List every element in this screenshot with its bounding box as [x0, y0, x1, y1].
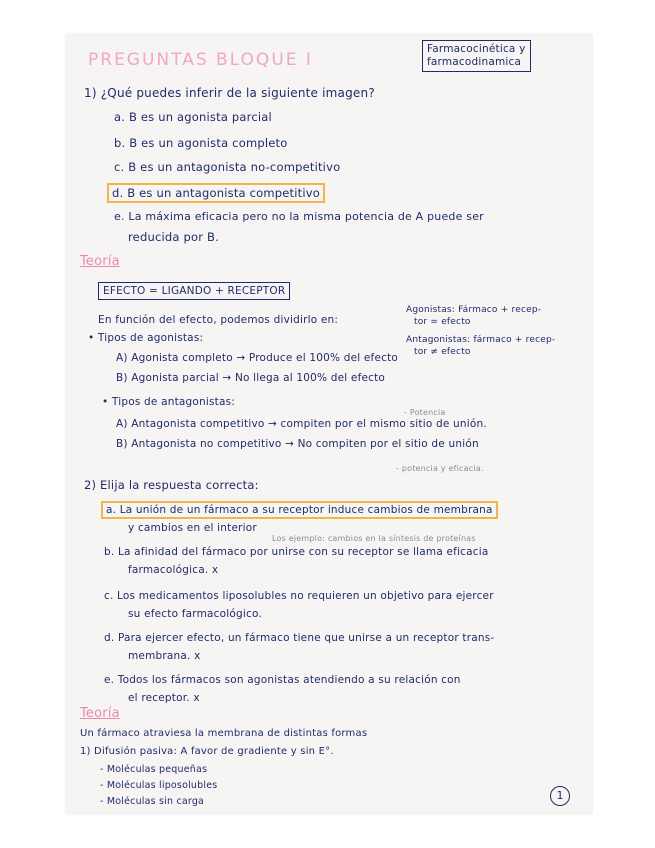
- q2-option-d-line1: d. Para ejercer efecto, un fármaco tiene que unirse a un receptor trans-: [104, 632, 495, 644]
- teoria-2-label: Teoría: [80, 706, 120, 721]
- topic-box: [422, 40, 531, 72]
- agonista-completo: A) Agonista completo → Produce el 100% del efecto: [116, 352, 399, 364]
- teoria-2-line-2: 1) Difusión pasiva: A favor de gradiente y sin E°.: [80, 746, 334, 757]
- effect-formula: EFECTO = LIGANDO + RECEPTOR: [98, 282, 290, 300]
- page-title: PREGUNTAS BLOQUE I: [88, 50, 313, 70]
- question-1: 1) ¿Qué puedes inferir de la siguiente imagen?: [84, 86, 375, 100]
- antagonista-competitivo: A) Antagonista competitivo → compiten por el mismo sitio de unión.: [116, 418, 487, 430]
- difusion-item-1: - Moléculas pequeñas: [100, 764, 208, 775]
- q2-option-a-note: Los ejemplo: cambios en la síntesis de proteínas: [272, 534, 476, 543]
- agonistas-note-1: Agonistas: Fármaco + recep-: [406, 305, 542, 315]
- teoria-1-intro: En función del efecto, podemos dividirlo en:: [98, 314, 339, 326]
- agonista-parcial: B) Agonista parcial → No llega al 100% del efecto: [116, 372, 386, 384]
- q2-option-a-line2: y cambios en el interior: [128, 522, 257, 534]
- q1-option-e-line1: e. La máxima eficacia pero no la misma potencia de A puede ser: [114, 210, 484, 223]
- q1-option-e-line2: reducida por B.: [128, 230, 219, 244]
- q2-option-a-line1-correct: a. La unión de un fármaco a su receptor induce cambios de membrana: [106, 504, 493, 516]
- antagonistas-note: [406, 334, 555, 358]
- antagonistas-note-1: Antagonistas: fármaco + recep-: [406, 335, 556, 345]
- agonistas-note-2: tor = efecto: [414, 317, 471, 327]
- topic-line-2: farmacodinamica: [427, 56, 522, 68]
- q2-option-c-line2: su efecto farmacológico.: [128, 608, 262, 620]
- teoria-2-line-1: Un fármaco atraviesa la membrana de distintas formas: [80, 728, 368, 739]
- q2-option-c-line1: c. Los medicamentos liposolubles no requieren un objetivo para ejercer: [104, 590, 494, 602]
- q1-option-a: a. B es un agonista parcial: [114, 110, 272, 124]
- q1-option-c: c. B es un antagonista no-competitivo: [114, 160, 341, 174]
- potencia-eficacia-note: - potencia y eficacia.: [396, 464, 484, 473]
- page-number: 1: [550, 786, 570, 806]
- q1-option-b: b. B es un agonista completo: [114, 136, 288, 150]
- teoria-1-label: Teoría: [80, 254, 120, 269]
- notebook-page: [66, 34, 592, 814]
- q1-option-d-correct: d. B es un antagonista competitivo: [112, 186, 321, 200]
- topic-line-1: Farmacocinética y: [427, 43, 526, 55]
- agonistas-note: [406, 304, 541, 328]
- potencia-note: - Potencia: [404, 408, 446, 417]
- q2-option-d-line2: membrana. x: [128, 650, 201, 662]
- q2-option-b-line2: farmacológica. x: [128, 564, 219, 576]
- difusion-item-3: - Moléculas sin carga: [100, 796, 205, 807]
- antagonistas-note-2: tor ≠ efecto: [414, 347, 471, 357]
- tipos-antagonistas: • Tipos de antagonistas:: [102, 396, 236, 408]
- antagonista-no-competitivo: B) Antagonista no competitivo → No compiten por el sitio de unión: [116, 438, 479, 450]
- q2-option-e-line2: el receptor. x: [128, 692, 200, 704]
- difusion-item-2: - Moléculas liposolubles: [100, 780, 218, 791]
- tipos-agonistas: • Tipos de agonistas:: [88, 332, 204, 344]
- q2-option-e-line1: e. Todos los fármacos son agonistas atendiendo a su relación con: [104, 674, 461, 686]
- question-2: 2) Elija la respuesta correcta:: [84, 478, 259, 492]
- q2-option-b-line1: b. La afinidad del fármaco por unirse con su receptor se llama eficacia: [104, 546, 489, 558]
